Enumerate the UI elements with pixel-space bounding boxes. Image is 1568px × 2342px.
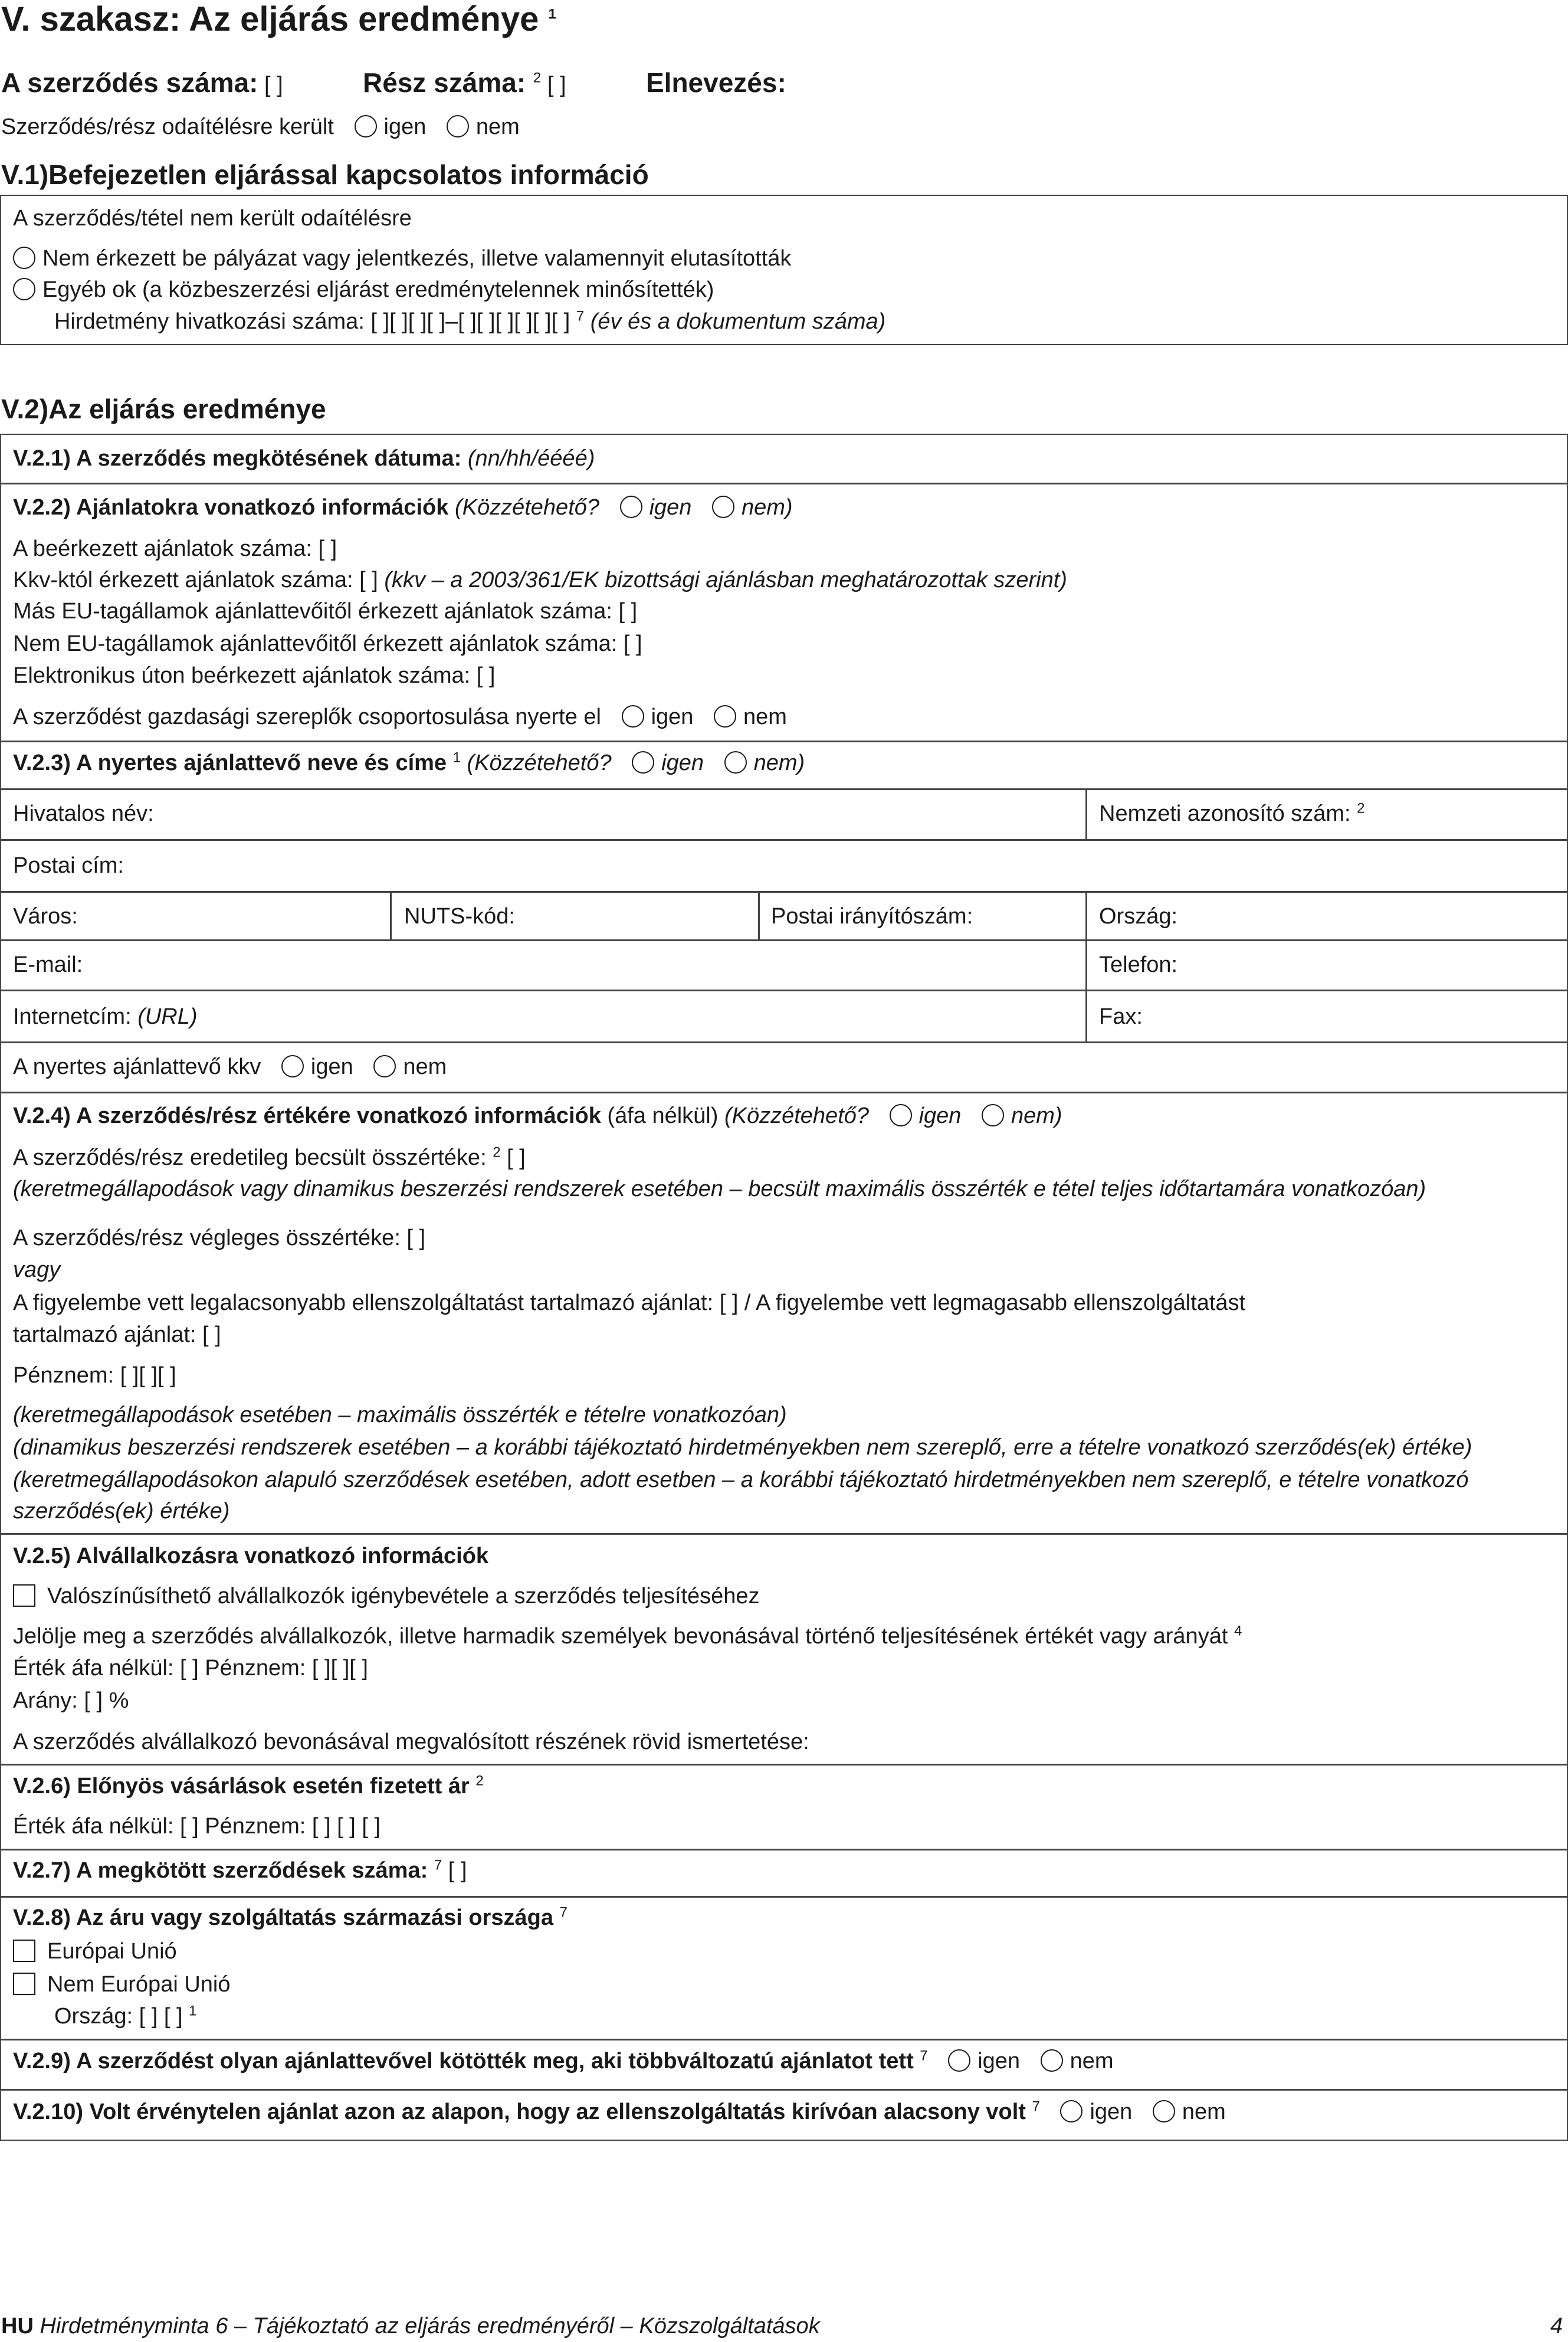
v221-row: V.2.1) A szerződés megkötésének dátuma: (nn/hh/éééé) [13, 446, 595, 471]
other-reason-radio[interactable] [13, 278, 35, 300]
nuts-field[interactable]: NUTS-kód: [404, 904, 515, 929]
divider [1085, 788, 1087, 839]
v224-yes-radio[interactable] [890, 1104, 912, 1126]
v222-header: V.2.2) Ajánlatokra vonatkozó információk (Közzétehető? igen nem) [13, 495, 793, 520]
divider [0, 483, 1568, 484]
section-v2-heading: V.2)Az eljárás eredménye [1, 394, 326, 424]
divider [390, 891, 392, 939]
footer: HU Hirdetményminta 6 – Tájékoztató az eljárás eredményéről – Közszolgáltatások [1, 2314, 820, 2338]
contract-name-label: Elnevezés: [646, 67, 786, 98]
official-name-field[interactable]: Hivatalos név: [13, 801, 154, 826]
divider [0, 1849, 1568, 1850]
likely-subcontract-checkbox[interactable] [13, 1584, 35, 1607]
email-field[interactable]: E-mail: [13, 952, 83, 977]
non-eu-offers: Nem EU-tagállamok ajánlattevőitől érkezett ajánlatok száma: [ ] [13, 631, 642, 656]
phone-field[interactable]: Telefon: [1099, 952, 1178, 977]
v222-no-radio[interactable] [712, 496, 734, 518]
divider [0, 839, 1568, 841]
winner-sme-row: A nyertes ajánlattevő kkv igen nem [13, 1054, 447, 1079]
eu-offers: Más EU-tagállamok ajánlattevőitől érkezett ajánlatok száma: [ ] [13, 599, 638, 624]
sme-offers: Kkv-któl érkezett ajánlatok száma: [ ] (kkv – a 2003/361/EK bizottsági ajánlásban meghatározottak szerint) [13, 568, 1067, 592]
currency-row: Pénznem: [ ][ ][ ] [13, 1363, 176, 1388]
divider [0, 1896, 1568, 1898]
group-no-radio[interactable] [714, 705, 736, 728]
v222-yes-radio[interactable] [620, 496, 642, 518]
eu-origin-checkbox[interactable] [13, 1940, 35, 1962]
value-hint-1: (keretmegállapodások esetében – maximális összérték e tételre vonatkozóan) [13, 1403, 787, 1427]
or-label: vagy [13, 1257, 61, 1282]
group-award-row: A szerződést gazdasági szereplők csoportosulása nyerte el igen nem [13, 705, 787, 729]
contract-number-label: A szerződés száma: [ ] [1, 67, 283, 98]
v229-yes-radio[interactable] [948, 2049, 970, 2072]
part-number-label: Rész száma: $^2$ [ ] [363, 67, 566, 98]
subcontract-value-row: Érték áfa nélkül: [ ] Pénznem: [ ][ ][ ] [13, 1656, 368, 1681]
value-hint-4: szerződés(ek) értéke) [13, 1499, 230, 1524]
v2210-row: V.2.10) Volt érvénytelen ajánlat azon az alapon, hogy az ellenszolgáltatás kirívóan alacsony volt $^7$ igen nem [13, 2098, 1226, 2124]
v2210-yes-radio[interactable] [1060, 2100, 1082, 2122]
v225-header: V.2.5) Alvállalkozásra vonatkozó információk [13, 1544, 489, 1568]
subcontract-desc: A szerződés alvállalkozó bevonásával megvalósított részének rövid ismertetése: [13, 1730, 809, 1754]
divider [1085, 891, 1087, 1041]
other-reason-option: Egyéb ok (a közbeszerzési eljárást eredménytelennek minősítették) [13, 275, 714, 304]
page-title: V. szakasz: Az eljárás eredménye $^1$ [1, 0, 556, 38]
not-awarded-label: A szerződés/tétel nem került odaítélésre [13, 206, 412, 231]
city-field[interactable]: Város: [13, 904, 78, 929]
v223-header: V.2.3) A nyertes ajánlattevő neve és címe $^1$ (Közzétehető? igen nem) [13, 749, 805, 775]
estimated-value-row: A szerződés/rész eredetileg becsült összértéke: $^2$ [ ] [13, 1144, 526, 1170]
divider [0, 2089, 1568, 2091]
postal-address-field[interactable]: Postai cím: [13, 853, 124, 878]
country-field[interactable]: Ország: [1099, 904, 1178, 929]
winner-sme-no-radio[interactable] [373, 1055, 396, 1077]
v229-row: V.2.9) A szerződést olyan ajánlattevővel kötötték meg, aki többváltozatú ajánlatot tett $^7$ igen nem [13, 2048, 1114, 2074]
v224-header: V.2.4) A szerződés/rész értékére vonatkozó információk (áfa nélkül) (Közzétehető? igen nem) [13, 1103, 1062, 1128]
v223-yes-radio[interactable] [632, 751, 654, 774]
awarded-no-radio[interactable] [447, 115, 469, 137]
notice-reference: Hirdetmény hivatkozási száma: [ ][ ][ ][ ]–[ ][ ][ ][ ][ ][ ] $^7$ (év és a dokumentum száma) [54, 308, 886, 334]
divider [0, 741, 1568, 742]
divider [0, 788, 1568, 790]
v226-header: V.2.6) Előnyös vásárlások esetén fizetett ár $^2$ [13, 1773, 484, 1799]
divider [0, 939, 1568, 941]
group-yes-radio[interactable] [622, 705, 644, 728]
estimated-hint: (keretmegállapodások vagy dinamikus beszerzési rendszerek esetében – becsült maximális összérték e tétel teljes időtartamára vonatkozóan) [13, 1177, 1426, 1201]
v227-row: V.2.7) A megkötött szerződések száma: $^7$ [ ] [13, 1857, 467, 1883]
final-value-row: A szerződés/rész végleges összértéke: [ ] [13, 1226, 426, 1250]
no-tender-radio[interactable] [13, 247, 35, 269]
v223-no-radio[interactable] [724, 751, 747, 774]
national-id-field[interactable]: Nemzeti azonosító szám: $^2$ [1099, 800, 1365, 826]
postcode-field[interactable]: Postai irányítószám: [771, 904, 973, 929]
awarded-yes-radio[interactable] [355, 115, 377, 137]
page-number: 4 [1550, 2314, 1563, 2338]
range-row-2: tartalmazó ajánlat: [ ] [13, 1322, 221, 1347]
v228-header: V.2.8) Az áru vagy szolgáltatás származási országa $^7$ [13, 1904, 568, 1930]
bargain-value-row: Érték áfa nélkül: [ ] Pénznem: [ ] [ ] [ ] [13, 1814, 381, 1839]
v2210-no-radio[interactable] [1153, 2100, 1175, 2122]
v229-no-radio[interactable] [1041, 2049, 1063, 2072]
no-tender-option: Nem érkezett be pályázat vagy jelentkezés, illetve valamennyit elutasították [13, 244, 791, 273]
non-eu-origin-checkbox[interactable] [13, 1973, 35, 1995]
value-hint-2: (dinamikus beszerzési rendszerek esetében – a korábbi tájékoztató hirdetményekben nem szereplő, erre a tételre vonatkozó szerződés(ek) értéke) [13, 1435, 1472, 1460]
divider [0, 1092, 1568, 1093]
subcontract-ratio-row: Arány: [ ] % [13, 1688, 129, 1713]
range-row-1: A figyelembe vett legalacsonyabb ellenszolgáltatást tartalmazó ajánlat: [ ] / A figyelembe vett legmagasabb ellenszolgáltatást [13, 1290, 1246, 1315]
divider [0, 1533, 1568, 1535]
origin-country-row: Ország: [ ] [ ] $^1$ [54, 2003, 197, 2029]
electronic-offers: Elektronikus úton beérkezett ajánlatok száma: [ ] [13, 663, 496, 688]
awarded-row: Szerződés/rész odaítélésre került igen nem [1, 114, 520, 139]
divider [0, 1041, 1568, 1043]
divider [0, 990, 1568, 991]
eu-origin-row: Európai Unió [13, 1937, 177, 1966]
fax-field[interactable]: Fax: [1099, 1004, 1143, 1029]
winner-sme-yes-radio[interactable] [281, 1055, 304, 1077]
divider [758, 891, 760, 939]
offers-received: A beérkezett ajánlatok száma: [ ] [13, 536, 337, 561]
divider [0, 2039, 1568, 2040]
internet-field[interactable]: Internetcím: (URL) [13, 1004, 198, 1029]
divider [0, 1764, 1568, 1765]
v224-no-radio[interactable] [982, 1104, 1004, 1126]
non-eu-origin-row: Nem Európai Unió [13, 1970, 230, 1999]
likely-subcontract-row: Valószínűsíthető alvállalkozók igénybevétele a szerződés teljesítéséhez [13, 1581, 760, 1611]
section-v1-heading: V.1)Befejezetlen eljárással kapcsolatos információ [1, 159, 649, 190]
subcontract-indicate: Jelölje meg a szerződés alvállalkozók, illetve harmadik személyek bevonásával történő teljesítésének értékét vagy arányát $^4$ [13, 1623, 1242, 1649]
divider [0, 891, 1568, 893]
value-hint-3: (keretmegállapodásokon alapuló szerződések esetében, adott esetben – a korábbi tájékoztató hirdetményekben nem szereplő, e tételre vonatkozó [13, 1468, 1469, 1492]
